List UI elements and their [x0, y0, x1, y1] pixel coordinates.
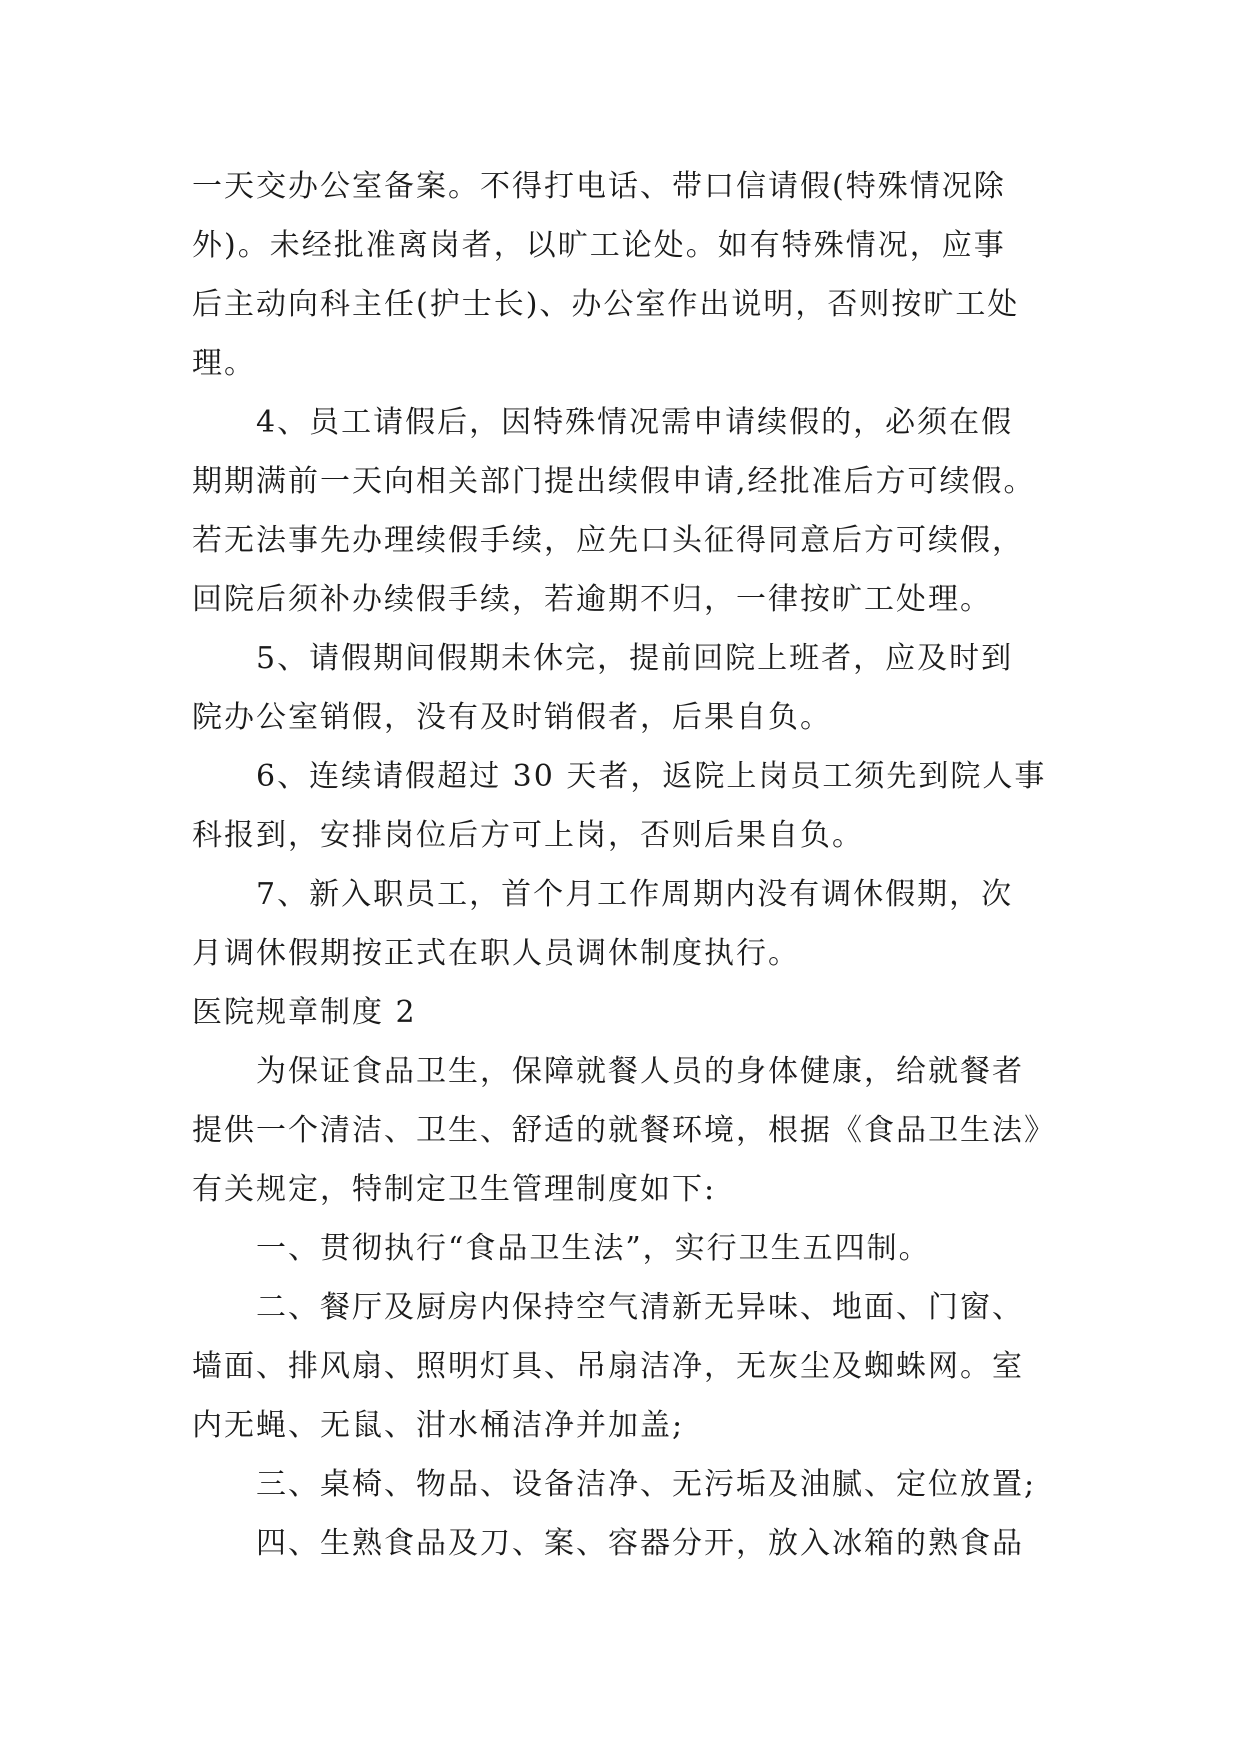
- section-heading: 医院规章制度 2: [192, 995, 417, 1030]
- text-line: 有关规定，特制定卫生管理制度如下:: [192, 1172, 717, 1207]
- text-line: 提供一个清洁、卫生、舒适的就餐环境，根据《食品卫生法》: [192, 1113, 1056, 1148]
- text-line: 为保证食品卫生，保障就餐人员的身体健康，给就餐者: [256, 1054, 1024, 1089]
- text-line: 4、员工请假后，因特殊情况需申请续假的，必须在假: [256, 405, 1014, 440]
- text-line: 院办公室销假，没有及时销假者，后果自负。: [192, 700, 832, 735]
- text-line: 6、连续请假超过 30 天者，返院上岗员工须先到院人事: [256, 759, 1047, 794]
- text-line: 5、请假期间假期未休完，提前回院上班者，应及时到: [256, 641, 1014, 676]
- text-line: 三、桌椅、物品、设备洁净、无污垢及油腻、定位放置;: [256, 1467, 1037, 1502]
- text-line: 一、贯彻执行“食品卫生法”，实行卫生五四制。: [256, 1231, 931, 1266]
- text-line: 内无蝇、无鼠、泔水桶洁净并加盖;: [192, 1408, 685, 1443]
- document-body: [192, 157, 1056, 1573]
- text-line: 四、生熟食品及刀、案、容器分开，放入冰箱的熟食品: [256, 1526, 1024, 1561]
- text-line: 月调休假期按正式在职人员调休制度执行。: [192, 936, 800, 971]
- text-line: 后主动向科主任(护士长)、办公室作出说明，否则按旷工处: [192, 287, 1020, 322]
- text-line: 7、新入职员工，首个月工作周期内没有调休假期，次: [256, 877, 1014, 912]
- text-line: 一天交办公室备案。不得打电话、带口信请假(特殊情况除: [192, 169, 1006, 204]
- text-line: 墙面、排风扇、照明灯具、吊扇洁净，无灰尘及蜘蛛网。室: [192, 1349, 1024, 1384]
- text-line: 回院后须补办续假手续，若逾期不归，一律按旷工处理。: [192, 582, 992, 617]
- text-line: 理。: [192, 346, 256, 381]
- text-line: 期期满前一天向相关部门提出续假申请,经批准后方可续假。: [192, 464, 1036, 499]
- text-line: 若无法事先办理续假手续，应先口头征得同意后方可续假，: [192, 523, 1024, 558]
- text-line: 二、餐厅及厨房内保持空气清新无异味、地面、门窗、: [256, 1290, 1024, 1325]
- text-line: 外)。未经批准离岗者，以旷工论处。如有特殊情况，应事: [192, 228, 1006, 263]
- text-line: 科报到，安排岗位后方可上岗，否则后果自负。: [192, 818, 864, 853]
